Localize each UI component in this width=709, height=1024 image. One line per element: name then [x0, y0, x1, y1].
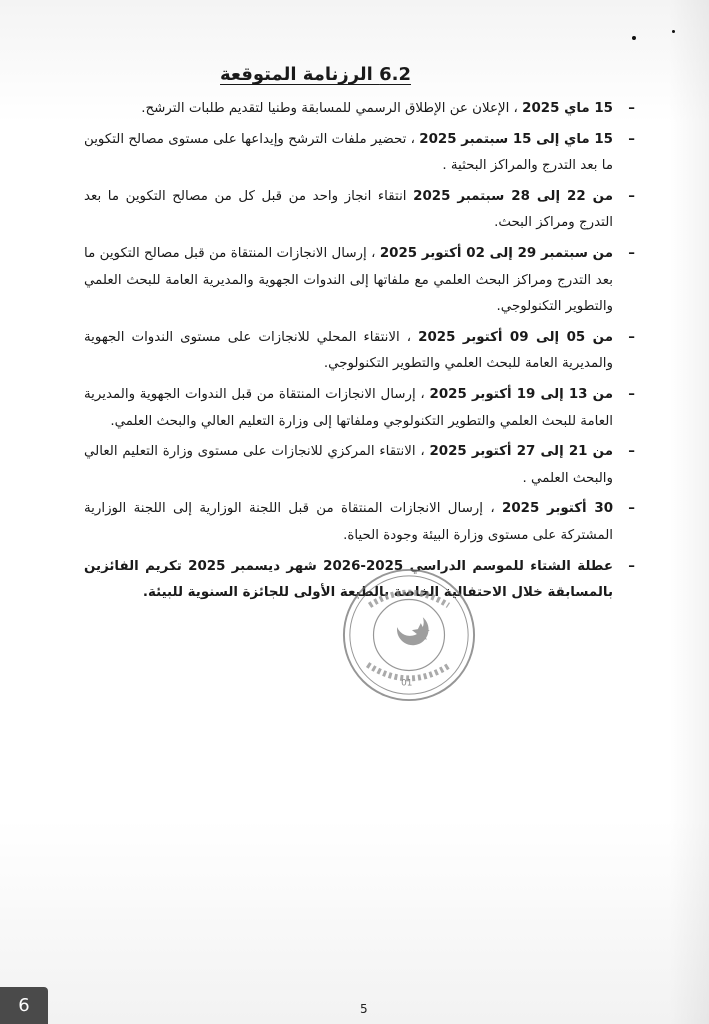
schedule-item-2 — [84, 127, 635, 180]
item-text: ، إرسال الانجازات المنتقاة من قبل اللجنة الوزارية إلى اللجنة الوزارية المشتركة على مستوى وزارة البيئة وجودة الحياة. — [84, 501, 613, 543]
schedule-item-7 — [84, 439, 635, 492]
item-date: من 13 إلى 19 أكتوبر 2025 — [429, 386, 613, 402]
item-text: ، تحضير ملفات الترشح وإيداعها على مستوى مصالح التكوين ما بعد التدرج والمراكز البحثية . — [84, 131, 613, 174]
item-text: عطلة الشتاء للموسم الدراسي 2025-2026 شهر ديسمبر 2025 تكريم الفائزين بالمسابقة خلال الاحتفالية الخاصة بالطبعة الأولى للجائزة السنوية للبيئة. — [84, 558, 613, 601]
item-date: من 21 إلى 27 أكتوبر 2025 — [429, 444, 613, 460]
stamp-number: 01 — [401, 678, 413, 689]
item-date: 15 ماي إلى 15 سبتمبر 2025 — [419, 131, 613, 147]
item-text: ، إرسال الانجازات المنتقاة من قبل مصالح التكوين ما بعد التدرج ومراكز البحث العلمي مع ملفاتها إلى الندوات الجهوية والمديرية العامة للبحث العلمي والتطوير التكنولوجي. — [84, 245, 613, 315]
list-dash: – — [628, 131, 635, 147]
list-dash: – — [628, 386, 635, 402]
page-number: 5 — [360, 1002, 368, 1016]
schedule-item-1 — [84, 96, 635, 123]
list-dash: – — [628, 188, 635, 204]
item-text: ، الإعلان عن الإطلاق الرسمي للمسابقة وطنيا لتقديم طلبات الترشح. — [141, 101, 518, 116]
item-text: ، الانتقاء المركزي للانجازات على مستوى وزارة التعليم العالي والبحث العلمي . — [84, 444, 613, 486]
list-dash: – — [628, 444, 635, 460]
item-date: من سبتمبر 29 إلى 02 أكتوبر 2025 — [379, 245, 614, 261]
item-date: 30 أكتوبر 2025 — [502, 501, 614, 517]
schedule-item-4 — [84, 241, 635, 321]
item-text: ، إرسال الانجازات المنتقاة من قبل الندوات الجهوية والمديرية العامة للبحث العلمي والتطوير التكنولوجي وملفاتها إلى وزارة التعليم العالي والبحث العلمي. — [84, 386, 613, 429]
schedule-item-6 — [84, 382, 635, 435]
page-count-badge[interactable]: 6 — [0, 987, 48, 1024]
item-text: انتقاء انجاز واحد من قبل كل من مصالح التكوين ما بعد التدرج ومراكز البحث. — [84, 188, 613, 231]
section-title: 6.2 الرزنامة المتوقعة — [220, 64, 411, 85]
schedule-item-8 — [84, 496, 635, 549]
list-dash: – — [628, 501, 635, 517]
official-stamp-icon — [340, 566, 478, 704]
list-dash: – — [628, 558, 635, 574]
schedule-item-5 — [84, 325, 635, 378]
item-text: ، الانتقاء المحلي للانجازات على مستوى الندوات الجهوية والمديرية العامة للبحث العلمي والتطوير التكنولوجي. — [84, 329, 613, 372]
list-dash: – — [628, 101, 635, 116]
list-dash: – — [628, 245, 635, 261]
schedule-list — [84, 96, 635, 611]
list-dash: – — [628, 329, 635, 345]
scan-speck — [672, 30, 675, 33]
scan-shadow — [669, 0, 709, 1024]
schedule-item-3 — [84, 184, 635, 237]
item-date: من 05 إلى 09 أكتوبر 2025 — [418, 329, 613, 345]
scan-speck — [632, 36, 636, 40]
item-date: من 22 إلى 28 سبتمبر 2025 — [413, 188, 613, 204]
item-date: 15 ماي 2025 — [522, 101, 613, 116]
